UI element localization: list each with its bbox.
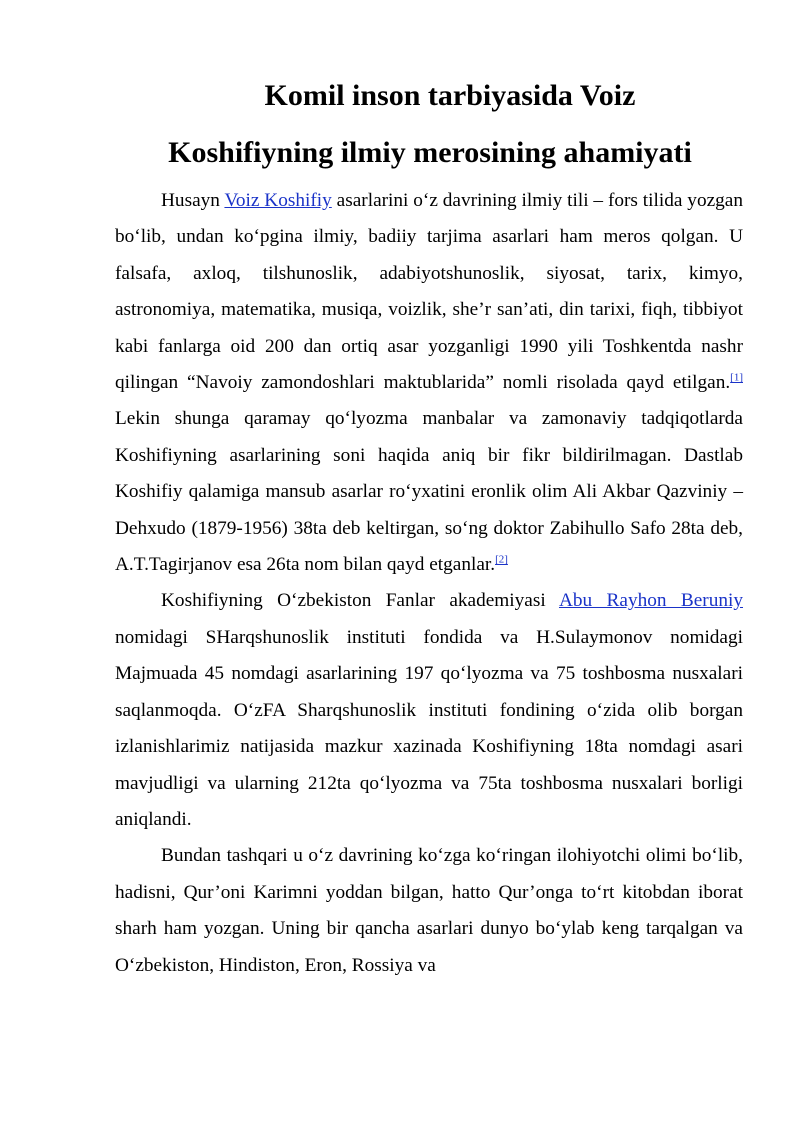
- paragraph-1-text-a: Husayn: [161, 190, 225, 211]
- footnote-ref-1[interactable]: [1]: [730, 371, 743, 384]
- paragraph-2-text-a: Koshifiyning O‘zbekiston Fanlar akademiyasi: [161, 590, 559, 612]
- link-abu-rayhon-beruniy[interactable]: Abu Rayhon Beruniy: [558, 590, 743, 612]
- paragraph-1-text-c: Lekin shunga qaramay qo‘lyozma manbalar va zamonaviy tadqiqotlarda Koshifiyning asarlarining soni haqida aniq bir fikr bildirilmagan. Dastlab Koshifiy qalamiga mansub asarlar ro‘yxatini eronlik olim Ali Akbar Qazviniy – Dehxudo (1879-1956) 38ta deb keltirgan, so‘ng doktor Zabihullo Safo 28ta deb, A.T.Tagirjanov esa 26ta nom bilan qayd etganlar.: [115, 408, 743, 576]
- paragraph-1: [115, 183, 743, 583]
- document-body: [115, 183, 743, 984]
- document-title-line-2: Koshifiyning ilmiy merosining ahamiyati: [168, 136, 692, 169]
- paragraph-2: [115, 583, 743, 838]
- paragraph-2-text-b: nomidagi SHarqshunoslik instituti fondida va H.Sulaymonov nomidagi Majmuada 45 nomdagi asarlarining 197 qo‘lyozma va 75 toshbosma nusxalari saqlanmoqda. O‘zFA Sharqshunoslik instituti fondining o‘zida olib borgan izlanishlarimiz natijasida mazkur xazinada Koshifiyning 18ta nomdagi asari mavjudligi va ularning 212ta qo‘lyozma va 75ta toshbosma nusxalari borligi aniqlandi.: [115, 626, 743, 830]
- link-voiz-koshifiy[interactable]: Voiz Koshifiy: [224, 190, 332, 211]
- footnote-ref-2[interactable]: [2]: [495, 553, 508, 566]
- document-title-line-1: Komil inson tarbiyasida Voiz: [264, 79, 636, 112]
- paragraph-3: [115, 838, 743, 984]
- paragraph-3-text-a: Bundan tashqari u o‘z davrining ko‘zga ko‘ringan ilohiyotchi olimi bo‘lib, hadisni, Qur’oni Karimni yoddan bilgan, hatto Qur’onga to‘rt kitobdan iborat sharh ham yozgan. Uning bir qancha asarlari dunyo bo‘ylab keng tarqalgan va O‘zbekiston, Hindiston, Eron, Rossiya va: [115, 845, 743, 976]
- paragraph-1-text-b: asarlarini o‘z davrining ilmiy tili – fors tilida yozgan bo‘lib, undan ko‘pgina ilmiy, badiiy tarjima asarlari ham meros qolgan. U falsafa, axloq, tilshunoslik, adabiyotshunoslik, siyosat, tarix, kimyo, astronomiya, matematika, musiqa, voizlik, she’r san’ati, din tarixi, fiqh, tibbiyot kabi fanlarga oid 200 dan ortiq asar yozganligi 1990 yili Toshkentda nashr qilingan “Navoiy zamondoshlari maktublarida” nomli risolada qayd etilgan.: [115, 190, 743, 394]
